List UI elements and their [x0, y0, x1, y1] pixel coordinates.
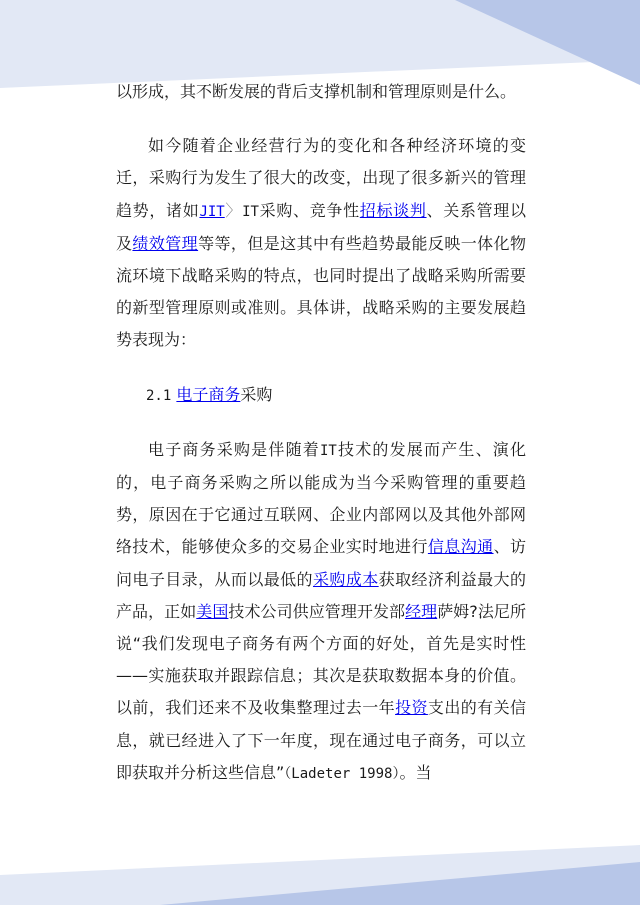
link-tender-negotiation[interactable]: 招标谈判 — [359, 200, 427, 220]
link-investment[interactable]: 投资 — [395, 698, 428, 718]
paragraph-e-commerce: 电子商务采购是伴随着IT技术的发展而产生、演化的，电子商务采购之所以能成为当今采购管理的重要趋势，原因在于它通过互联网、企业内部网以及其他外部网络技术，能够使众多的交易企业实时地进行信息沟通、访问电子目录，从而以最低的采购成本获取经济利益最大的产品，正如美国技术公司供应管理开发部经理萨姆?法尼所说“我们发现电子商务有两个方面的好处，首先是实时性——实施获取并跟踪信息；其次是获取数据本身的价值。以前，我们还来不及收集整理过去一年投资支出的有关信息，就已经进入了下一年度，现在通过电子商务，可以立即获取并分析这些信息”（Ladeter 1998）。当 — [116, 439, 526, 782]
separator-glyph: 〉 — [224, 200, 243, 220]
link-manager[interactable]: 经理 — [405, 601, 438, 621]
link-performance-management[interactable]: 绩效管理 — [132, 233, 199, 253]
link-usa[interactable]: 美国 — [196, 601, 229, 621]
it-text: IT — [319, 442, 337, 459]
link-e-commerce[interactable]: 电子商务 — [176, 384, 241, 404]
paragraph-trends: 如今随着企业经营行为的变化和各种经济环境的变迁，采购行为发生了很大的改变，出现了很多新兴的管理趋势，诸如JIT〉IT采购、竞争性招标谈判、关系管理以及绩效管理等等，但是这其中有些趋势最能反映一体化物流环境下战略采购的特点，也同时提出了战略采购所需要的新型管理原则或准则。具体讲，战略采购的主要发展趋势表现为： — [116, 136, 526, 350]
link-procurement-cost[interactable]: 采购成本 — [312, 569, 379, 589]
document-body — [116, 76, 526, 790]
paragraph-text: 以形成，其不断发展的背后支撑机制和管理原则是什么。 — [116, 82, 517, 101]
citation: （Ladeter 1998） — [284, 765, 400, 782]
section-number: 2.1 — [146, 387, 172, 404]
paragraph-continuation — [116, 76, 526, 108]
section-heading — [116, 379, 526, 412]
link-jit[interactable]: JIT — [199, 203, 225, 220]
it-text: IT — [242, 203, 259, 220]
link-information-communication[interactable]: 信息沟通 — [427, 537, 494, 557]
section-heading-suffix: 采购 — [240, 384, 273, 404]
